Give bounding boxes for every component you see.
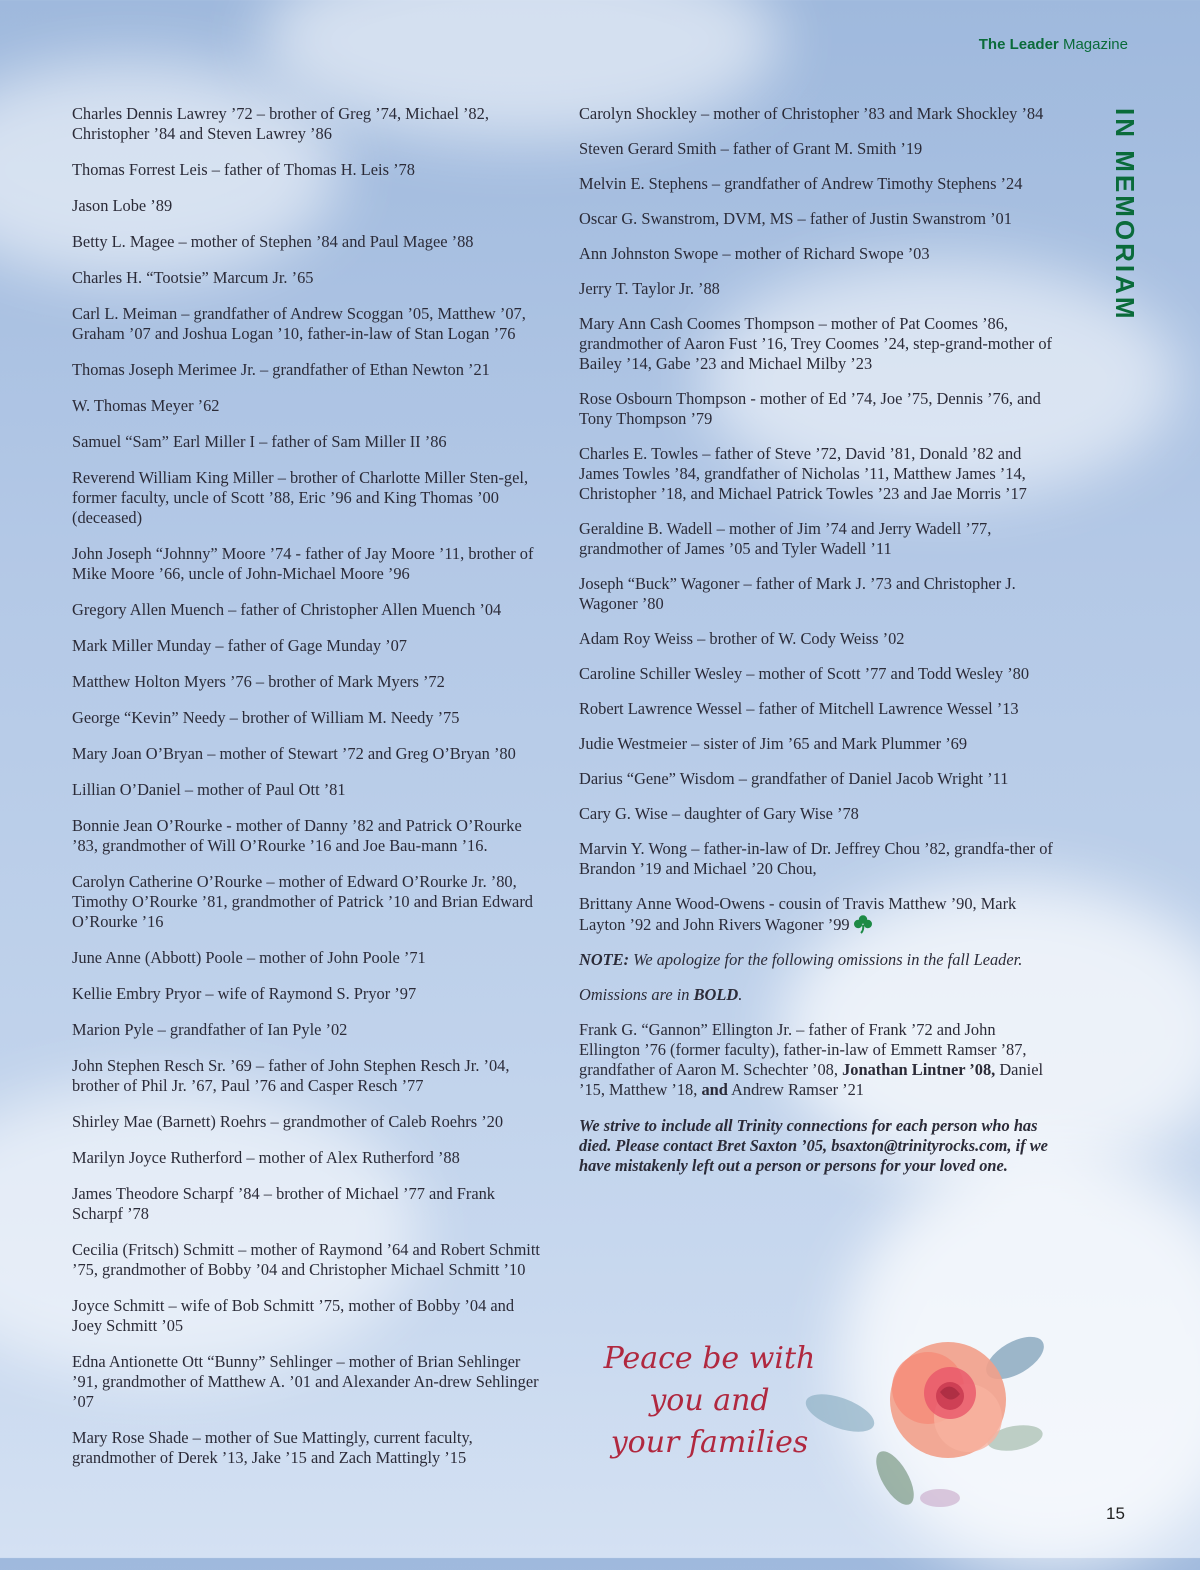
memorial-entry: Charles Dennis Lawrey ’72 – brother of Greg ’74, Michael ’82, Christopher ’84 and Steven Lawrey ’86	[72, 104, 489, 143]
rose-illustration	[800, 1318, 1070, 1518]
omissions-suffix: .	[738, 985, 743, 1004]
omissions-prefix: Omissions are in	[579, 985, 694, 1004]
memorial-entry: Cary G. Wise – daughter of Gary Wise ’78	[579, 804, 859, 823]
memorial-entry: Joyce Schmitt – wife of Bob Schmitt ’75, mother of Bobby ’04 and Joey Schmitt ’05	[72, 1296, 515, 1335]
contact-notice: We strive to include all Trinity connections for each person who has died. Please contact Bret Saxton ’05, bsaxton@trinityrocks.com, if we have mistakenly left out a person or persons for your loved one.	[579, 1116, 1048, 1175]
memorial-entry: Steven Gerard Smith – father of Grant M. Smith ’19	[579, 139, 923, 158]
memorial-entry: John Joseph “Johnny” Moore ’74 - father of Jay Moore ’11, brother of Mike Moore ’66, uncle of John-Michael Moore ’96	[72, 544, 534, 583]
memorial-entry: June Anne (Abbott) Poole – mother of John Poole ’71	[72, 948, 426, 967]
magazine-suffix: Magazine	[1062, 36, 1128, 53]
memorial-entry: Mary Ann Cash Coomes Thompson – mother of Pat Coomes ’86, grandmother of Aaron Fust ’16, Trey Coomes ’24, step-grand-mother of Bailey ’14, Gabe ’23 and Michael Milby ’23	[579, 314, 1052, 373]
memorial-entry: Carolyn Catherine O’Rourke – mother of Edward O’Rourke Jr. ’80, Timothy O’Rourke ’81, grandmother of Patrick ’10 and Brian Edward O’Rourke ’16	[72, 872, 533, 931]
corrected-entry-text: Andrew Ramser ’21	[727, 1080, 864, 1099]
note-label: NOTE:	[579, 950, 630, 969]
memorial-entry: Adam Roy Weiss – brother of W. Cody Weiss ’02	[579, 629, 905, 648]
memorial-entry: Betty L. Magee – mother of Stephen ’84 and Paul Magee ’88	[72, 232, 474, 251]
omission-note	[579, 950, 1057, 970]
note-text: We apologize for the following omissions in the fall Leader.	[629, 950, 1023, 969]
memorial-entry: Shirley Mae (Barnett) Roehrs – grandmother of Caleb Roehrs ’20	[72, 1112, 504, 1131]
corrected-entry-bold: Jonathan Lintner ’08,	[842, 1060, 996, 1079]
memorial-entry: Matthew Holton Myers ’76 – brother of Mark Myers ’72	[72, 672, 445, 691]
memorial-entry: Ann Johnston Swope – mother of Richard Swope ’03	[579, 244, 930, 263]
memorial-entry: Carl L. Meiman – grandfather of Andrew Scoggan ’05, Matthew ’07, Graham ’07 and Joshua Logan ’10, father-in-law of Stan Logan ’76	[72, 304, 526, 343]
memorial-entry: John Stephen Resch Sr. ’69 – father of John Stephen Resch Jr. ’04, brother of Phil Jr. ’67, Paul ’76 and Casper Resch ’77	[72, 1056, 510, 1095]
memorial-entry: Mark Miller Munday – father of Gage Munday ’07	[72, 636, 408, 655]
memorial-entry-text: Brittany Anne Wood-Owens - cousin of Travis Matthew ’90, Mark Layton ’92 and John Rivers Wagoner ’99	[579, 894, 1017, 934]
memorial-entry: Oscar G. Swanstrom, DVM, MS – father of Justin Swanstrom ’01	[579, 209, 1012, 228]
memorial-entry: Mary Joan O’Bryan – mother of Stewart ’72 and Greg O’Bryan ’80	[72, 744, 516, 763]
corrected-entry-text: Daniel ’15, Matthew ’18,	[579, 1060, 1044, 1099]
memorial-entry: Charles E. Towles – father of Steve ’72, David ’81, Donald ’82 and James Towles ’84, grandfather of Nicholas ’11, Matthew James ’14, Christopher ’18, and Michael Patrick Towles ’23 and Jae Morris ’17	[579, 444, 1027, 503]
memorial-entry: Joseph “Buck” Wagoner – father of Mark J. ’73 and Christopher J. Wagoner ’80	[579, 574, 1016, 613]
memorial-entry: W. Thomas Meyer ’62	[72, 396, 220, 415]
memorial-entry: James Theodore Scharpf ’84 – brother of Michael ’77 and Frank Scharpf ’78	[72, 1184, 495, 1223]
omissions-bold: BOLD	[693, 985, 739, 1004]
magazine-header	[979, 36, 1128, 53]
corrected-entry-bold: and	[697, 1080, 728, 1099]
memorial-entry: Cecilia (Fritsch) Schmitt – mother of Raymond ’64 and Robert Schmitt ’75, grandmother of Bobby ’04 and Christopher Michael Schmitt ’10	[72, 1240, 540, 1279]
magazine-brand: The Leader	[978, 36, 1059, 53]
memorial-entry: Carolyn Shockley – mother of Christopher ’83 and Mark Shockley ’84	[579, 104, 1044, 123]
memorial-entry: Melvin E. Stephens – grandfather of Andrew Timothy Stephens ’24	[579, 174, 1023, 193]
memorial-entry: Thomas Joseph Merimee Jr. – grandfather of Ethan Newton ’21	[72, 360, 490, 379]
memorial-entry: Mary Rose Shade – mother of Sue Mattingly, current faculty, grandmother of Derek ’13, Jake ’15 and Zach Mattingly ’15	[72, 1428, 473, 1467]
peace-line: you and	[649, 1383, 770, 1418]
memorial-entry: Caroline Schiller Wesley – mother of Scott ’77 and Todd Wesley ’80	[579, 664, 1030, 683]
memorial-entry: Reverend William King Miller – brother of Charlotte Miller Sten-gel, former faculty, uncle of Scott ’88, Eric ’96 and King Thomas ’00 (deceased)	[72, 468, 529, 527]
memorial-entry: Lillian O’Daniel – mother of Paul Ott ’81	[72, 780, 346, 799]
memorial-entry: Robert Lawrence Wessel – father of Mitchell Lawrence Wessel ’13	[579, 699, 1019, 718]
memorial-entry: Bonnie Jean O’Rourke - mother of Danny ’82 and Patrick O’Rourke ’83, grandmother of Will O’Rourke ’16 and Joe Bau-mann ’16.	[72, 816, 522, 855]
peace-line: Peace be with	[603, 1341, 816, 1376]
left-column	[72, 104, 548, 1484]
corrected-entry	[579, 1020, 1057, 1100]
memorial-entry: Darius “Gene” Wisdom – grandfather of Daniel Jacob Wright ’11	[579, 769, 1009, 788]
page-number: 15	[1106, 1504, 1125, 1523]
right-column	[579, 104, 1057, 1176]
memorial-entry-last	[579, 894, 1057, 935]
omissions-legend	[579, 985, 1057, 1005]
memorial-entry: Marvin Y. Wong – father-in-law of Dr. Jeffrey Chou ’82, grandfa-ther of Brandon ’19 and Michael ’20 Chou,	[579, 839, 1053, 878]
memorial-entry: Marion Pyle – grandfather of Ian Pyle ’02	[72, 1020, 348, 1039]
memorial-entry: Rose Osbourn Thompson - mother of Ed ’74, Joe ’75, Dennis ’76, and Tony Thompson ’79	[579, 389, 1041, 428]
memorial-entry: Judie Westmeier – sister of Jim ’65 and Mark Plummer ’69	[579, 734, 968, 753]
shamrock-icon	[853, 914, 873, 934]
memorial-entry: Kellie Embry Pryor – wife of Raymond S. Pryor ’97	[72, 984, 417, 1003]
memorial-entry: Gregory Allen Muench – father of Christopher Allen Muench ’04	[72, 600, 502, 619]
memorial-entry: Marilyn Joyce Rutherford – mother of Alex Rutherford ’88	[72, 1148, 460, 1167]
peace-line: your families	[610, 1425, 809, 1460]
section-title: IN MEMORIAM	[1110, 108, 1140, 322]
corrected-entry-text: Frank G. “Gannon” Ellington Jr. – father of Frank ’72 and John Ellington ’76 (former faculty), father-in-law of Emmett Ramser ’87, grandfather of Aaron M. Schechter ’08,	[579, 1020, 1027, 1079]
memorial-entry: Thomas Forrest Leis – father of Thomas H. Leis ’78	[72, 160, 415, 179]
memorial-entry: Jason Lobe ’89	[72, 196, 173, 215]
memorial-entry: George “Kevin” Needy – brother of William M. Needy ’75	[72, 708, 460, 727]
memorial-entry: Samuel “Sam” Earl Miller I – father of Sam Miller II ’86	[72, 432, 447, 451]
memorial-entry: Charles H. “Tootsie” Marcum Jr. ’65	[72, 268, 314, 287]
peace-message	[592, 1338, 827, 1464]
memorial-entry: Jerry T. Taylor Jr. ’88	[579, 279, 720, 298]
memorial-entry: Geraldine B. Wadell – mother of Jim ’74 and Jerry Wadell ’77, grandmother of James ’05 and Tyler Wadell ’11	[579, 519, 992, 558]
memorial-entry: Edna Antionette Ott “Bunny” Sehlinger – mother of Brian Sehlinger ’91, grandmother of Matthew A. ’01 and Alexander An-drew Sehlinger ’07	[72, 1352, 539, 1411]
